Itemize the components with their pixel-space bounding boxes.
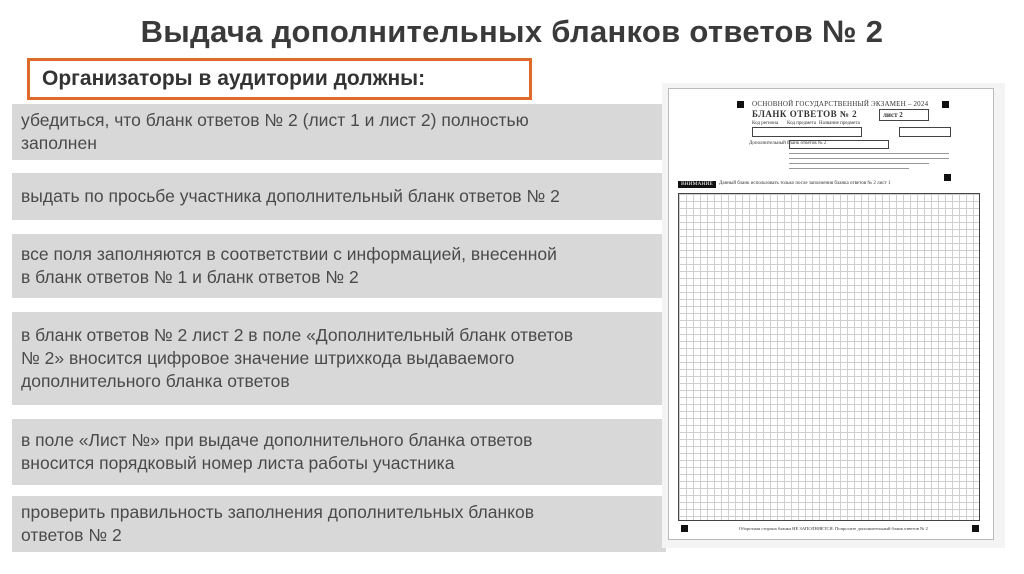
- item-line: все поля заполняются в соответствии с информацией, внесенной: [21, 244, 557, 264]
- list-item: [12, 496, 666, 552]
- item-line: проверить правильность заполнения дополнительных бланков: [21, 502, 535, 522]
- list-item: [12, 312, 666, 405]
- list-item: [12, 173, 666, 220]
- form-footer: Оборотная сторона бланка НЕ ЗАПОЛНЯЕТСЯ. Попросите дополнительный бланк ответов № 2: [739, 526, 928, 531]
- form-exam-header: ОСНОВНОЙ ГОСУДАРСТВЕННЫЙ ЭКЗАМЕН – 2024: [752, 100, 929, 108]
- form-sheet-label: лист 2: [883, 111, 903, 119]
- subtitle-text: Организаторы в аудитории должны:: [42, 67, 426, 90]
- item-line: выдать по просьбе участника дополнительный бланк ответов № 2: [21, 186, 560, 206]
- marker-square: [972, 525, 979, 532]
- subtitle-box: [27, 58, 532, 100]
- item-line: заполнен: [21, 133, 97, 153]
- form-col3: Название предмета: [819, 121, 860, 126]
- marker-square: [737, 101, 744, 108]
- item-line: ответов № 2: [21, 525, 122, 545]
- form-extra-label: Дополнительный бланк ответов № 2: [749, 141, 827, 146]
- answer-form-image: [668, 88, 994, 540]
- form-title: БЛАНК ОТВЕТОВ № 2: [752, 109, 858, 119]
- item-line: № 2» вносится цифровое значение штрихкода выдаваемого: [21, 348, 515, 368]
- marker-square: [942, 101, 949, 108]
- marker-square: [681, 525, 688, 532]
- form-rule: [789, 168, 909, 169]
- item-line: в бланк ответов № 2 лист 2 в поле «Дополнительный бланк ответов: [21, 325, 574, 345]
- item-line: в бланк ответов № 1 и бланк ответов № 2: [21, 267, 359, 287]
- page-title: Выдача дополнительных бланков ответов № 2: [140, 14, 884, 49]
- barcode-box: [789, 140, 889, 149]
- form-note: Данный бланк использовать только после заполнения бланка ответов № 2 лист 1: [719, 181, 891, 186]
- form-small-box: [899, 127, 951, 137]
- item-line: вносится порядковый номер листа работы участника: [21, 453, 455, 473]
- list-item: [12, 419, 666, 485]
- attention-label: ВНИМАНИЕ: [678, 181, 716, 188]
- form-col1: Код региона: [752, 121, 779, 126]
- form-rule: [789, 163, 929, 164]
- form-code-box: [752, 127, 862, 137]
- item-line: в поле «Лист №» при выдаче дополнительного бланка ответов: [21, 430, 533, 450]
- item-line: дополнительного бланка ответов: [21, 371, 290, 391]
- form-rule: [789, 158, 949, 159]
- form-col2: Код предмета: [787, 121, 816, 126]
- item-line: убедиться, что бланк ответов № 2 (лист 1 и лист 2) полностью: [21, 110, 529, 130]
- answer-grid: [678, 193, 980, 521]
- list-item: [12, 104, 666, 160]
- form-rule: [789, 153, 949, 154]
- list-item: [12, 234, 666, 298]
- marker-square: [944, 174, 951, 181]
